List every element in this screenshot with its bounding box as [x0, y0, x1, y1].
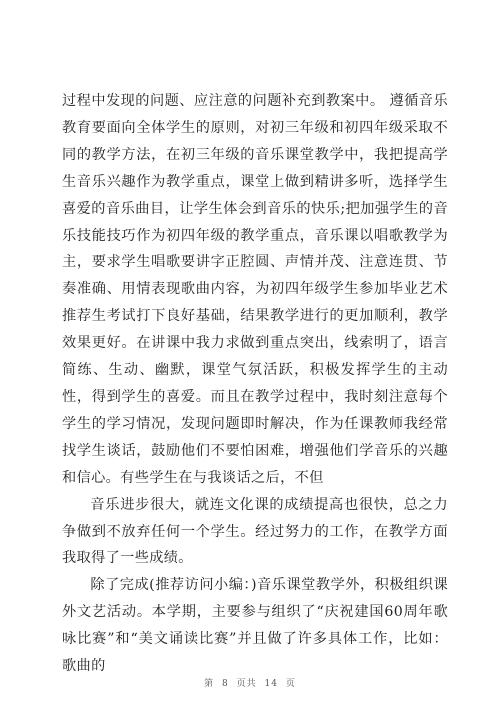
paragraph-activities: 除了完成(推荐访问小编：)音乐课堂教学外，积极组织课外文艺活动。本学期，主要参与组织了“庆祝建国60周年歌咏比赛”和“美文诵读比赛”并且做了许多具体工作，比如：歌曲的	[62, 577, 448, 675]
page-footer	[0, 676, 500, 689]
total-pages-number: 14	[264, 679, 278, 689]
current-page-number: 8	[222, 679, 229, 689]
page-label-suffix: 页	[285, 679, 296, 689]
document-body	[62, 88, 448, 680]
paragraph-continuation: 过程中发现的问题、应注意的问题补充到教案中。 遵循音乐教育要面向全体学生的原则，对初三年级和初四年级采取不同的教学方法，在初三年级的音乐课堂教学中，我把提高学生音乐兴趣作为教学重点，课堂上做到精讲多听，选择学生喜爱的音乐曲目，让学生体会到音乐的快乐;把加强学生的音乐技能技巧作为初四年级的教学重点，音乐课以唱歌教学为主，要求学生唱歌要讲字正腔圆、声情并茂、注意连贯、节奏准确、用情表现歌曲内容，为初四年级学生参加毕业艺术推荐生考试打下良好基础，结果教学进行的更加顺利，教学效果更好。在讲课中我力求做到重点突出，线索明了，语言简练、生动、幽默，课堂气氛活跃，积极发挥学生的主动性，得到学生的喜爱。而且在教学过程中，我时刻注意每个学生的学习情况，发现问题即时解决，作为任课教师我经常找学生谈话，鼓励他们不要怕困难，增强他们学音乐的兴趣和信心。有些学生在与我谈话之后，不但	[62, 93, 448, 486]
page-label-prefix: 第	[204, 679, 215, 689]
paragraph-progress: 音乐进步很大，就连文化课的成绩提高也很快，总之力争做到不放弃任何一个学生。经过努力的工作，在教学方面我取得了一些成绩。	[62, 496, 448, 567]
page-label-mid: 页共	[236, 679, 257, 689]
